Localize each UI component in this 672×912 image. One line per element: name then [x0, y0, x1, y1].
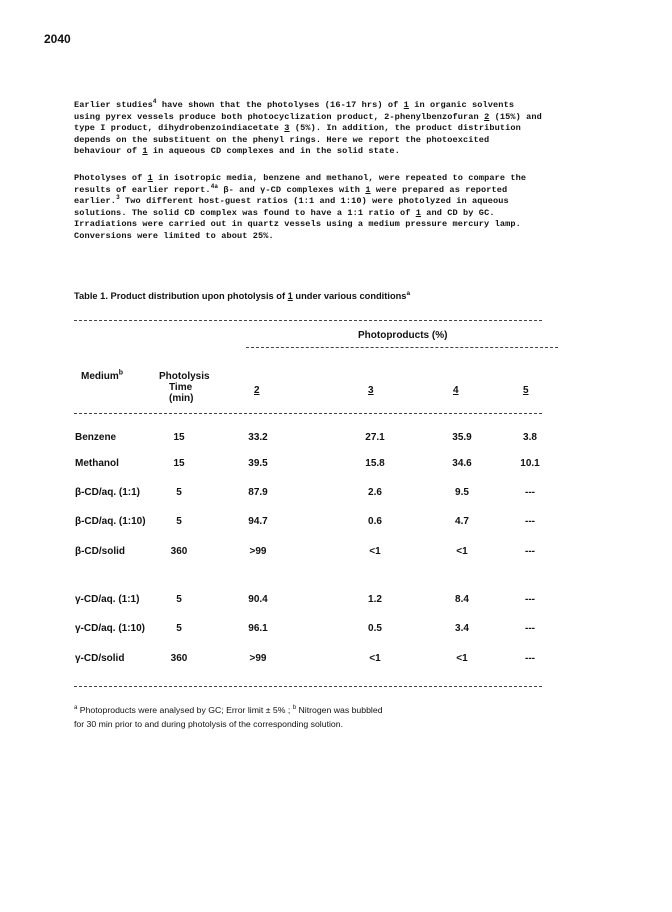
cell-medium: Methanol	[75, 458, 119, 469]
product-4-header: 4	[453, 385, 459, 396]
cell-time: 15	[173, 458, 185, 469]
cell-p3: <1	[369, 546, 381, 557]
cell-p4: 8.4	[455, 594, 469, 605]
cell-p5: ---	[525, 653, 535, 664]
cell-p2: 96.1	[248, 623, 268, 634]
footnote-line-2: for 30 min prior to and during photolysis of the corresponding solution.	[74, 719, 343, 729]
cell-time: 5	[176, 594, 182, 605]
cell-time: 15	[173, 432, 185, 443]
cell-p4: <1	[456, 546, 468, 557]
footnote-line-1: $^a$ Photoproducts were analysed by GC; Error limit ± 5% ; $^b$ Nitrogen was bubbled	[74, 704, 383, 715]
cell-time: 5	[176, 516, 182, 527]
cell-medium: β-CD/aq. (1:1)	[75, 487, 140, 498]
cell-medium: γ-CD/aq. (1:1)	[75, 594, 140, 605]
cell-p3: 15.8	[365, 458, 385, 469]
cell-p5: 10.1	[520, 458, 540, 469]
cell-p2: 87.9	[248, 487, 268, 498]
p2-line-6: Conversions were limited to about 25%.	[74, 230, 274, 241]
cell-p5: ---	[525, 594, 535, 605]
cell-p3: 1.2	[368, 594, 382, 605]
cell-medium: γ-CD/solid	[75, 653, 125, 664]
p1-line-5: behaviour of 1 in aqueous CD complexes and in the solid state.	[74, 146, 400, 156]
p2-line-3: earlier.$^3$ Two different host-guest ratios (1:1 and 1:10) were photolyzed in aqueous	[74, 194, 509, 206]
cell-p3: 27.1	[365, 432, 385, 443]
p1-line-3: type I product, dihydrobenzoindiacetate 3 (5%). In addition, the product distribution	[74, 123, 521, 133]
page-number: 2040	[44, 32, 71, 46]
cell-p5: ---	[525, 623, 535, 634]
cell-p3: 0.5	[368, 623, 382, 634]
photoproducts-header: Photoproducts (%)	[358, 330, 448, 341]
cell-p2: 94.7	[248, 516, 268, 527]
cell-medium: γ-CD/aq. (1:10)	[75, 623, 146, 634]
time-header: Photolysis Time (min)	[159, 371, 210, 404]
cell-p4: 9.5	[455, 487, 469, 498]
p1-line-1: Earlier studies$^4$ have shown that the photolyses (16-17 hrs) of 1 in organic solvents	[74, 98, 515, 110]
p1-line-4: depends on the substituent on the phenyl rings. Here we report the photoexcited	[74, 134, 490, 145]
p1-line-2: using pyrex vessels produce both photocyclization product, 2-phenylbenzofuran 2 (15%) and	[74, 111, 542, 122]
p2-line-2: results of earlier report.$^{4a}$ β- and γ-CD complexes with 1 were prepared as reported	[74, 182, 508, 195]
cell-p5: ---	[525, 516, 535, 527]
product-2-header: 2	[254, 385, 260, 396]
cell-p2: 33.2	[248, 432, 268, 443]
cell-p4: <1	[456, 653, 468, 664]
cell-time: 5	[176, 623, 182, 634]
cell-time: 360	[170, 546, 188, 557]
cell-p3: <1	[369, 653, 381, 664]
cell-p2: >99	[249, 653, 267, 664]
product-5-header: 5	[523, 385, 529, 396]
p2-line-1: Photolyses of 1 in isotropic media, benzene and methanol, were repeated to compare the	[74, 173, 527, 183]
cell-time: 360	[170, 653, 188, 664]
paragraph-introduction	[74, 100, 616, 158]
cell-time: 5	[176, 487, 182, 498]
header-bottom-rule	[74, 413, 542, 414]
cell-p5: ---	[525, 487, 535, 498]
cell-p4: 4.7	[455, 516, 469, 527]
product-3-header: 3	[368, 385, 374, 396]
cell-p3: 2.6	[368, 487, 382, 498]
p2-line-4: solutions. The solid CD complex was found to have a 1:1 ratio of 1 and CD by GC.	[74, 207, 495, 218]
cell-medium: β-CD/solid	[75, 546, 125, 557]
p2-line-5: Irradiations were carried out in quartz vessels using a medium pressure mercury lamp.	[74, 219, 521, 229]
cell-p2: 39.5	[248, 458, 268, 469]
medium-header: Medium$^b$	[81, 369, 124, 382]
table-caption: Table 1. Product distribution upon photolysis of 1 under various conditions$^a$	[74, 289, 411, 301]
cell-p4: 34.6	[452, 458, 472, 469]
table-bottom-rule	[74, 686, 542, 687]
cell-medium: β-CD/aq. (1:10)	[75, 516, 146, 527]
cell-p3: 0.6	[368, 516, 382, 527]
cell-medium: Benzene	[75, 432, 117, 443]
cell-p5: ---	[525, 546, 535, 557]
table-top-rule	[74, 320, 542, 321]
cell-p5: 3.8	[523, 432, 537, 443]
photoproducts-rule	[246, 347, 558, 348]
cell-p2: 90.4	[248, 594, 268, 605]
cell-p2: >99	[249, 546, 267, 557]
cell-p4: 3.4	[455, 623, 469, 634]
cell-p4: 35.9	[452, 432, 472, 443]
paragraph-methods	[74, 173, 616, 242]
